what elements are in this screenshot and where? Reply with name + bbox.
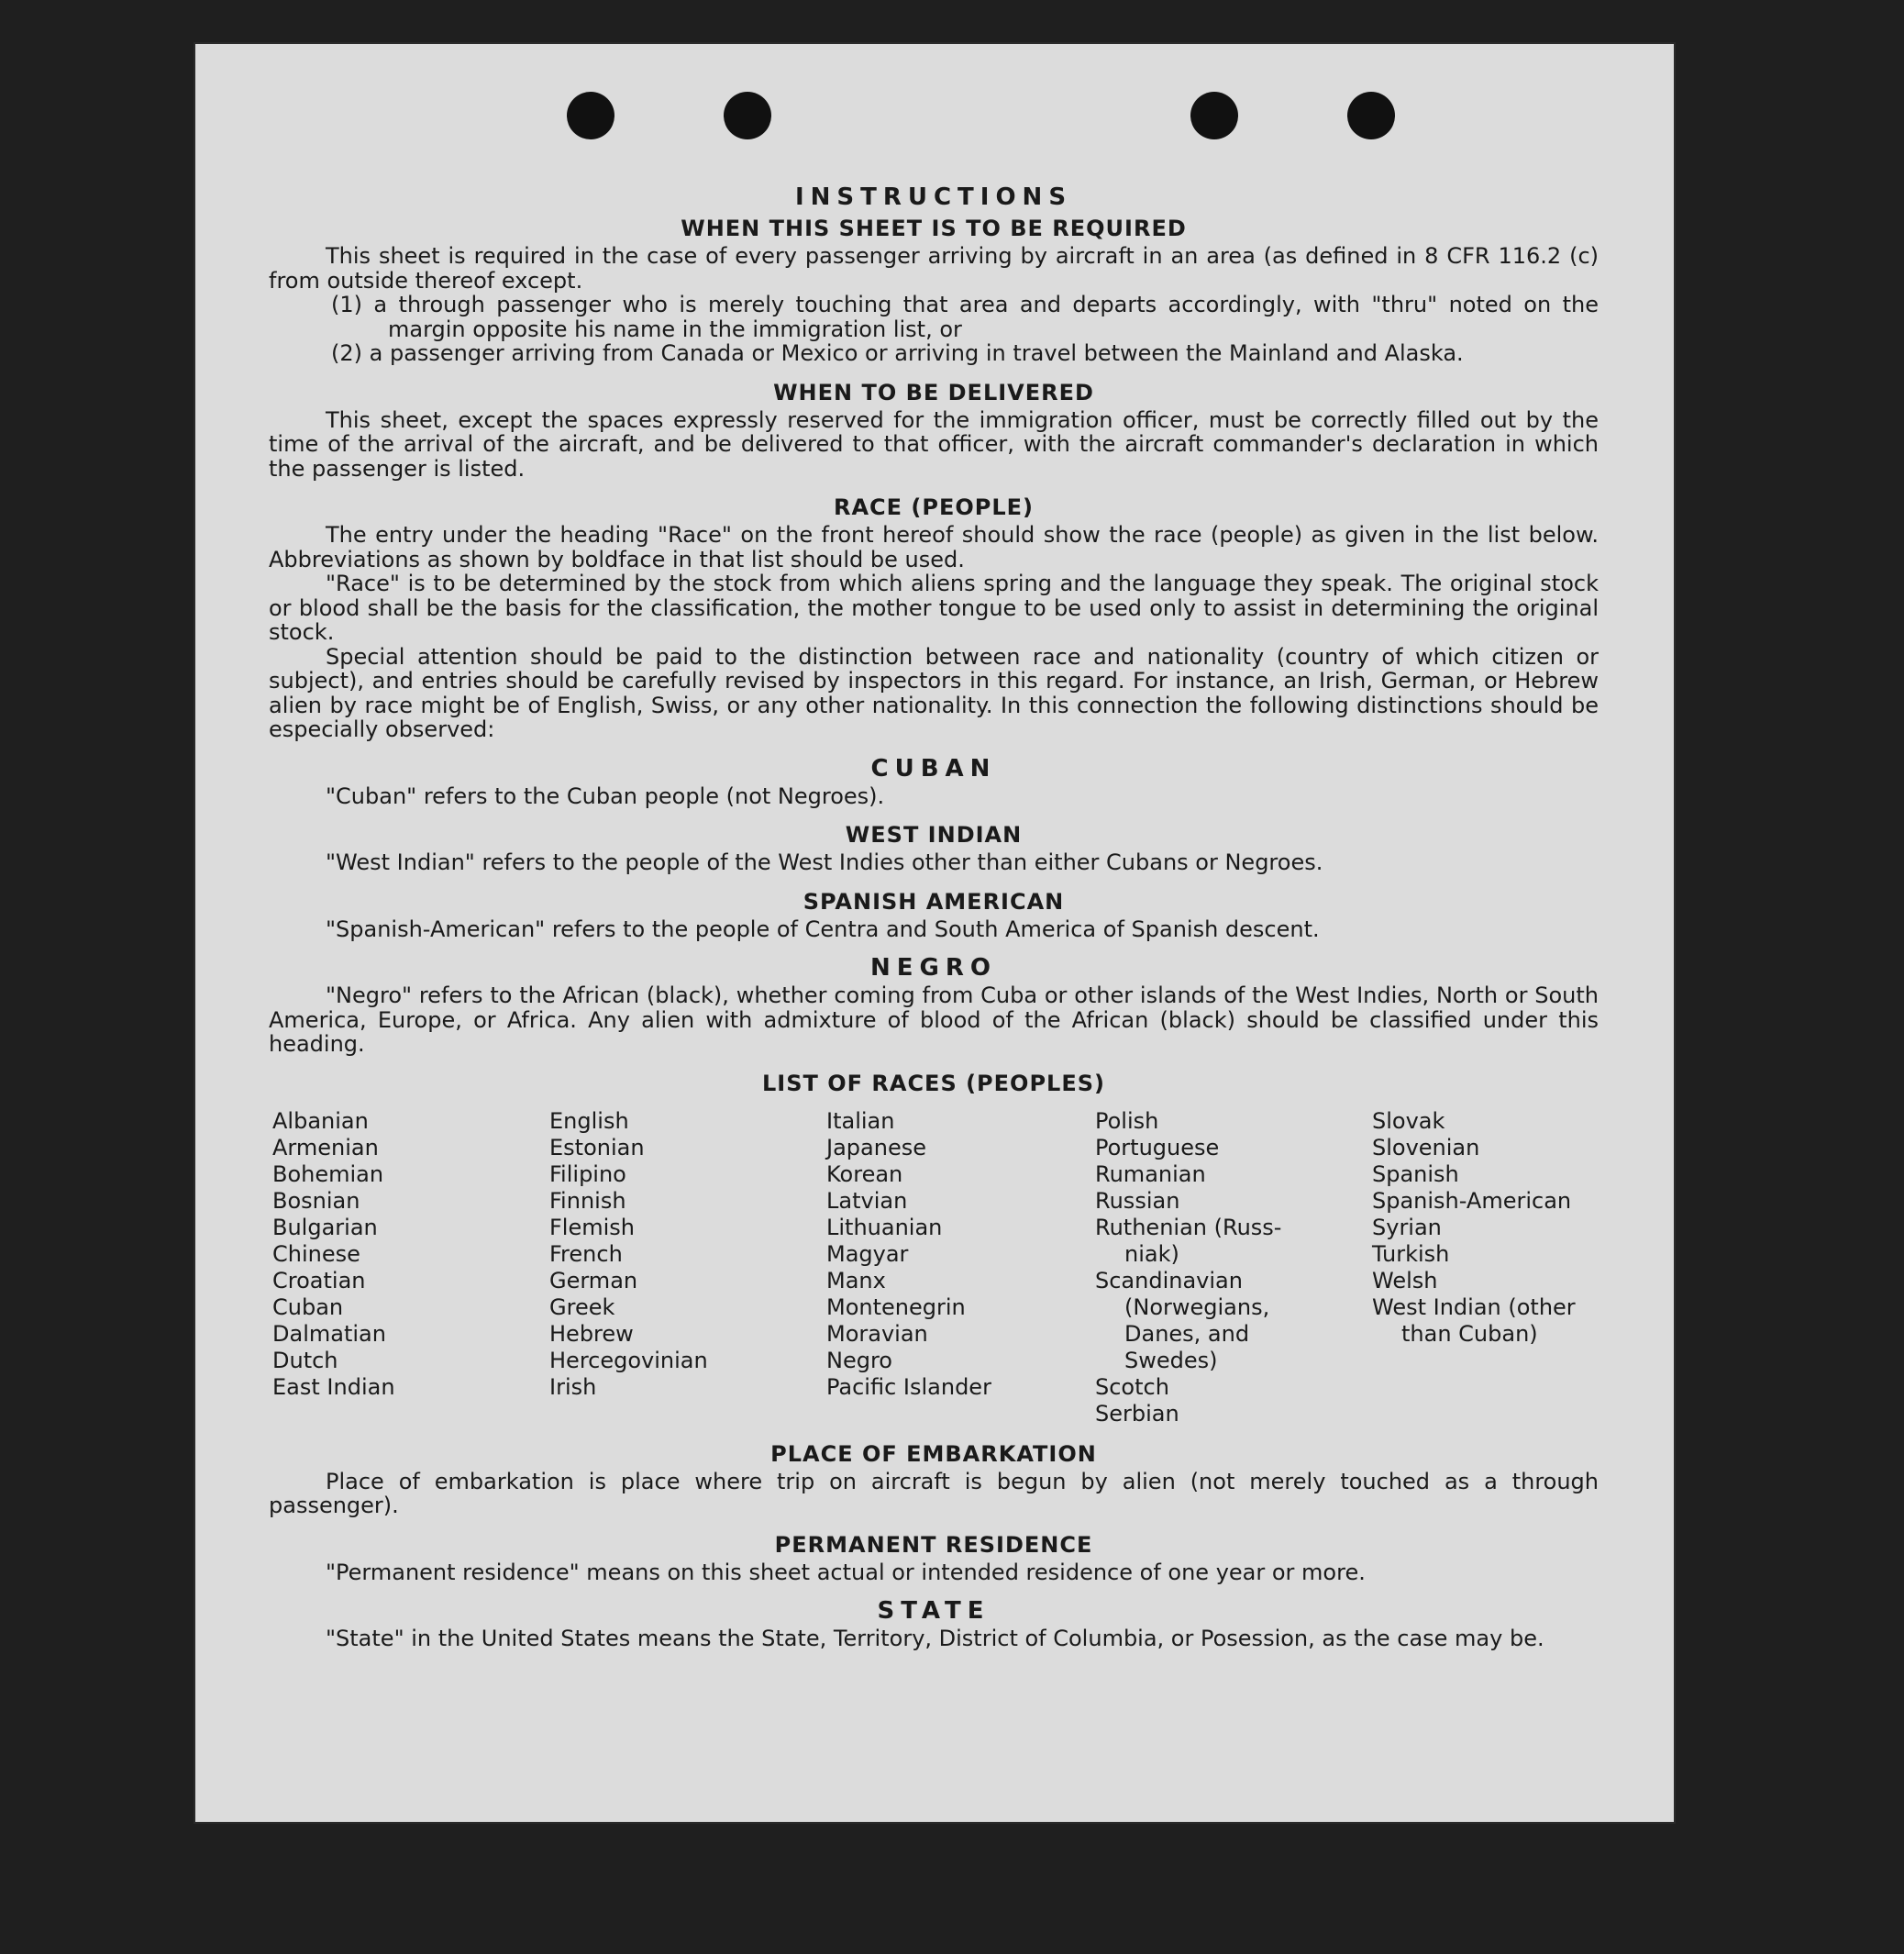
race-column (272, 1108, 549, 1427)
race-item: Scotch (1095, 1373, 1169, 1400)
race-item: Ruthenian (Russ- (1095, 1214, 1282, 1240)
race-item: Bohemian (272, 1160, 384, 1187)
race-item: (Norwegians, (1124, 1293, 1270, 1320)
race-column (1372, 1108, 1602, 1427)
race-item: Hercegovinian (549, 1347, 708, 1373)
race-item: Portuguese (1095, 1134, 1220, 1160)
race-item: English (549, 1107, 629, 1134)
race-item: Spanish (1372, 1160, 1459, 1187)
paragraph: Place of embarkation is place where trip on aircraft is begun by alien (not merely touched as a through passenger). (269, 1468, 1599, 1518)
race-item: Korean (826, 1160, 903, 1187)
race-item: Hebrew (549, 1320, 634, 1347)
section-heading: WEST INDIAN (845, 822, 1023, 848)
paragraph: This sheet is required in the case of every passenger arriving by aircraft in an area (as defined in 8 CFR 116.2 (c) from outside thereof except. (269, 243, 1599, 294)
race-item: Cuban (272, 1293, 344, 1320)
race-item: Russian (1095, 1187, 1180, 1214)
race-item: Greek (549, 1293, 615, 1320)
race-item: Syrian (1372, 1214, 1442, 1240)
race-item: Spanish-American (1372, 1187, 1572, 1214)
race-item: Swedes) (1124, 1347, 1218, 1373)
race-item: than Cuban) (1401, 1320, 1538, 1347)
race-item: Moravian (826, 1320, 928, 1347)
race-item: French (549, 1240, 623, 1267)
race-item: West Indian (other (1372, 1293, 1576, 1320)
race-item: Negro (826, 1347, 892, 1373)
race-item: Dalmatian (272, 1320, 386, 1347)
section-heading: STATE (877, 1597, 991, 1625)
race-item: Slovak (1372, 1107, 1445, 1134)
race-item: Albanian (272, 1107, 369, 1134)
race-column (1095, 1108, 1372, 1427)
page-title: INSTRUCTIONS (794, 183, 1073, 211)
section-heading: WHEN TO BE DELIVERED (773, 379, 1094, 405)
section-heading: NEGRO (870, 954, 997, 982)
race-item: Chinese (272, 1240, 360, 1267)
race-item: Irish (549, 1373, 597, 1400)
race-item: Filipino (549, 1160, 626, 1187)
list-item: (1) a through passenger who is merely touching that area and departs accordingly, with "thru" noted on the margin opposite his name in the immigration list, or (331, 292, 1599, 342)
punch-hole (1190, 92, 1238, 139)
race-item: Bulgarian (272, 1214, 378, 1240)
race-item: Slovenian (1372, 1134, 1480, 1160)
race-item: Serbian (1095, 1400, 1179, 1427)
race-item: Welsh (1372, 1267, 1438, 1293)
race-item: Finnish (549, 1187, 626, 1214)
race-item: Scandinavian (1095, 1267, 1243, 1293)
section-heading: RACE (PEOPLE) (833, 494, 1035, 520)
race-item: Montenegrin (826, 1293, 966, 1320)
document-page (195, 44, 1674, 1822)
race-item: East Indian (272, 1373, 395, 1400)
punch-hole (567, 92, 614, 139)
race-item: Estonian (549, 1134, 645, 1160)
race-list (272, 1108, 1599, 1427)
race-item: German (549, 1267, 638, 1293)
race-item: Croatian (272, 1267, 366, 1293)
race-item: Magyar (826, 1240, 909, 1267)
race-item: Armenian (272, 1134, 379, 1160)
instructions-content (269, 182, 1599, 1651)
race-item: Bosnian (272, 1187, 360, 1214)
race-item: Latvian (826, 1187, 908, 1214)
race-item: Polish (1095, 1107, 1159, 1134)
section-heading: PERMANENT RESIDENCE (774, 1531, 1093, 1558)
race-column (549, 1108, 826, 1427)
paragraph: "Cuban" refers to the Cuban people (not Negroes). (326, 783, 885, 809)
paragraph: This sheet, except the spaces expressly reserved for the immigration officer, must be correctly filled out by the time of the arrival of the aircraft, and be delivered to that officer, with the aircraft commander's declaration in which the passenger is listed. (269, 406, 1599, 482)
race-item: niak) (1124, 1240, 1179, 1267)
section-heading: LIST OF RACES (PEOPLES) (762, 1070, 1105, 1096)
race-column (826, 1108, 1095, 1427)
paragraph: "Race" is to be determined by the stock from which aliens spring and the language they speak. The original stock or blood shall be the basis for the classification, the mother tongue to be used only to assist in determining the original stock. (269, 571, 1599, 645)
race-item: Lithuanian (826, 1214, 943, 1240)
punch-hole (724, 92, 771, 139)
paragraph: The entry under the heading "Race" on the front hereof should show the race (people) as given in the list below. Abbreviations as shown by boldface in that list should be used. (269, 522, 1599, 572)
race-item: Rumanian (1095, 1160, 1206, 1187)
race-item: Manx (826, 1267, 886, 1293)
paragraph: "West Indian" refers to the people of the West Indies other than either Cubans or Negroes. (326, 849, 1323, 875)
paragraph: "Negro" refers to the African (black), whether coming from Cuba or other islands of the West Indies, North or South America, Europe, or Africa. Any alien with admixture of blood of the African (black) should be classified under this heading. (269, 983, 1599, 1057)
section-heading: WHEN THIS SHEET IS TO BE REQUIRED (681, 216, 1187, 241)
paragraph: "State" in the United States means the State, Territory, District of Columbia, or Posession, as the case may be. (326, 1626, 1544, 1651)
section-heading: SPANISH AMERICAN (803, 888, 1065, 915)
paragraph: "Permanent residence" means on this sheet actual or intended residence of one year or more. (326, 1559, 1366, 1585)
race-item: Flemish (549, 1214, 635, 1240)
punch-hole (1347, 92, 1395, 139)
race-item: Japanese (826, 1134, 926, 1160)
race-item: Danes, and (1124, 1320, 1250, 1347)
paragraph: Special attention should be paid to the distinction between race and nationality (country of which citizen or subject), and entries should be carefully revised by inspectors in this regard. For instance, an Irish, German, or Hebrew alien by race might be of English, Swiss, or any other nationality. In this connection the following distinctions should be especially observed: (269, 643, 1599, 742)
paragraph: "Spanish-American" refers to the people of Centra and South America of Spanish descent. (326, 916, 1320, 942)
race-item: Italian (826, 1107, 895, 1134)
section-heading: CUBAN (870, 754, 997, 783)
list-item: (2) a passenger arriving from Canada or Mexico or arriving in travel between the Mainland and Alaska. (331, 340, 1464, 366)
race-item: Turkish (1372, 1240, 1450, 1267)
race-item: Dutch (272, 1347, 338, 1373)
race-item: Pacific Islander (826, 1373, 991, 1400)
section-heading: PLACE OF EMBARKATION (770, 1440, 1097, 1467)
